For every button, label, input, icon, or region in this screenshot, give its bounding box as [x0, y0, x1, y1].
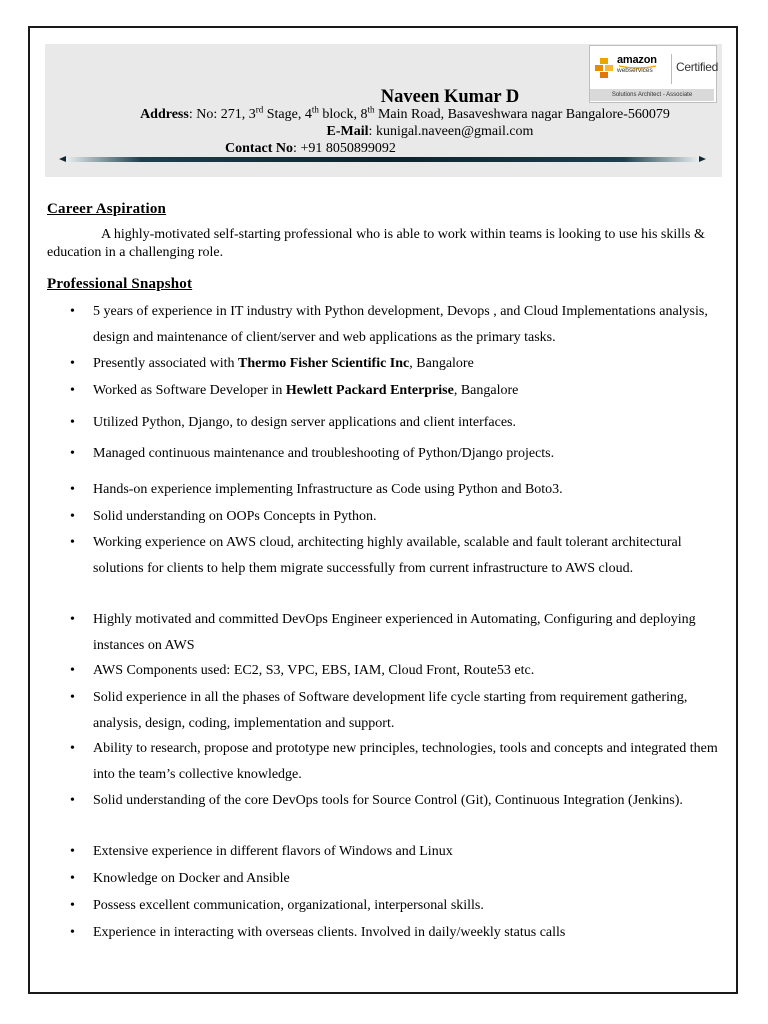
- list-item: [93, 441, 723, 467]
- candidate-name: Naveen Kumar D: [380, 87, 520, 107]
- address-label: Address: [140, 107, 189, 122]
- list-item: [93, 788, 723, 814]
- bullet-text: , Bangalore: [453, 383, 519, 398]
- aws-cubes-icon: [595, 58, 613, 78]
- bullet-text: Experience in interacting with overseas clients. Involved in daily/weekly status calls: [93, 925, 566, 940]
- bullet-text: Managed continuous maintenance and troubleshooting of Python/Django projects.: [93, 446, 555, 461]
- professional-snapshot-heading: Professional Snapshot: [47, 276, 193, 292]
- list-item: [93, 920, 723, 946]
- bullet-text: Knowledge on Docker and Ansible: [93, 871, 290, 886]
- career-aspiration-heading: Career Aspiration: [47, 201, 167, 217]
- email-line: E-Mail: kunigal.naveen@gmail.com: [326, 124, 534, 139]
- list-item: [93, 658, 723, 684]
- bullet-text: Utilized Python, Django, to design server applications and client interfaces.: [93, 415, 516, 430]
- address-line: Address: No: 271, 3rd Stage, 4th block, 8th Main Road, Basaveshwara nagar Bangalore-560079: [140, 104, 670, 122]
- bullet-text: Extensive experience in different flavors of Windows and Linux: [93, 844, 453, 859]
- employer-name: Hewlett Packard Enterprise: [285, 383, 454, 398]
- badge-level: Solutions Architect - Associate: [590, 89, 714, 101]
- contact-line: Contact No: +91 8050899092: [225, 141, 396, 156]
- bullet-text: Solid experience in all the phases of Software development life cycle starting from requirement gathering, analysis, design, coding, implementation and support.: [93, 690, 688, 731]
- address-sup-2: th: [311, 104, 319, 115]
- address-sup-3: th: [367, 104, 375, 115]
- address-part-1: No: 271, 3: [196, 107, 256, 122]
- bullet-text: Possess excellent communication, organizational, interpersonal skills.: [93, 898, 484, 913]
- list-item: [93, 685, 723, 736]
- list-item: [93, 504, 723, 530]
- list-item: [93, 378, 723, 404]
- career-aspiration-text: A highly-motivated self-starting professional who is able to work within teams is looking to use his skills & education in a challenging role.: [47, 227, 705, 260]
- contact-label: Contact No: [225, 141, 294, 156]
- badge-brand-sub: webservices: [617, 67, 653, 74]
- resume-header: [45, 44, 722, 177]
- bullet-text: Solid understanding of the core DevOps tools for Source Control (Git), Continuous Integration (Jenkins).: [93, 793, 683, 808]
- list-item: [93, 839, 723, 865]
- bullet-text: Worked as Software Developer in: [93, 383, 286, 398]
- bullet-text: Solid understanding on OOPs Concepts in Python.: [93, 509, 377, 524]
- address-part-4: Main Road, Basaveshwara nagar Bangalore-560079: [374, 107, 670, 122]
- address-sup-1: rd: [255, 104, 264, 115]
- badge-divider: [671, 54, 672, 84]
- bullet-text: Highly motivated and committed DevOps Engineer experienced in Automating, Configuring and deploying instances on AWS: [93, 612, 696, 653]
- list-item: [93, 607, 723, 658]
- email-value: kunigal.naveen@gmail.com: [375, 124, 534, 139]
- bullet-text: Working experience on AWS cloud, architecting highly available, scalable and fault tolerant architectural solutions for clients to help them migrate successfully from current infrastructure to AWS cloud.: [93, 535, 682, 576]
- list-item: [93, 866, 723, 892]
- list-item: [93, 410, 723, 436]
- list-item: [93, 477, 723, 503]
- header-divider-rule: [65, 157, 700, 162]
- bullet-text: AWS Components used: EC2, S3, VPC, EBS, IAM, Cloud Front, Route53 etc.: [93, 663, 535, 678]
- list-item: [93, 351, 723, 377]
- contact-value: +91 8050899092: [300, 141, 396, 156]
- badge-brand: amazon: [617, 54, 657, 66]
- bullet-text: Presently associated with: [93, 356, 239, 371]
- list-item: [93, 736, 723, 787]
- bullet-text: Hands-on experience implementing Infrastructure as Code using Python and Boto3.: [93, 482, 563, 497]
- list-item: [93, 530, 723, 581]
- list-item: [93, 299, 723, 350]
- email-label: E-Mail: [326, 124, 369, 139]
- badge-certified-label: Certified: [676, 60, 718, 74]
- bullet-text: , Bangalore: [409, 356, 474, 371]
- bullet-text: Ability to research, propose and prototype new principles, technologies, tools and concepts and integrated them into the team’s collective knowledge.: [93, 741, 718, 782]
- badge-logo-area: [590, 46, 718, 89]
- address-part-3: block, 8: [318, 107, 368, 122]
- bullet-text: 5 years of experience in IT industry with Python development, Devops , and Cloud Implementations analysis, design and maintenance of client/server and web applications as the primary tasks.: [93, 304, 708, 345]
- employer-name: Thermo Fisher Scientific Inc: [238, 356, 410, 371]
- address-part-2: Stage, 4: [263, 107, 312, 122]
- list-item: [93, 893, 723, 919]
